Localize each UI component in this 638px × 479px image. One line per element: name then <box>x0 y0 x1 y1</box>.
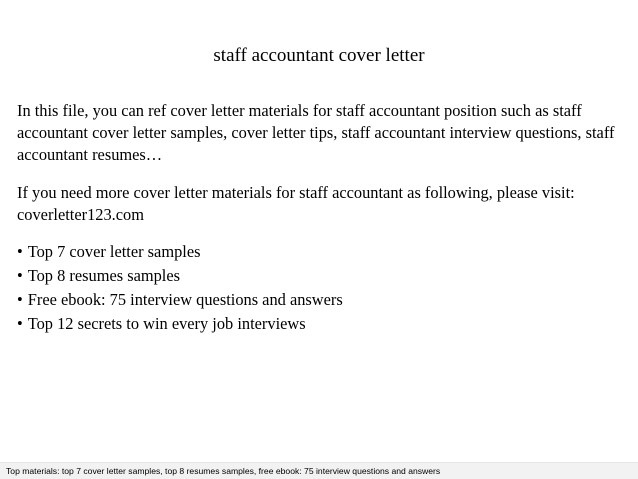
list-item-label: Top 8 resumes samples <box>27 266 181 285</box>
list-item-label: Top 12 secrets to win every job interviews <box>27 314 306 333</box>
page-title: staff accountant cover letter <box>213 45 425 66</box>
footer-text: Top materials: top 7 cover letter samples, top 8 resumes samples, free ebook: 75 interview questions and answers <box>6 466 441 476</box>
bullet-icon: • <box>17 266 23 285</box>
list-item <box>17 288 343 312</box>
footer-bar <box>0 462 638 479</box>
materials-list <box>17 240 343 336</box>
list-item-label: Top 7 cover letter samples <box>27 242 201 261</box>
intro-paragraph: In this file, you can ref cover letter materials for staff accountant position such as staff accountant cover letter samples, cover letter tips, staff accountant interview questions, staff accountant resumes… <box>17 101 615 164</box>
list-item-label: Free ebook: 75 interview questions and answers <box>27 290 343 309</box>
list-item <box>17 312 343 336</box>
bullet-icon: • <box>17 314 23 333</box>
list-item <box>17 264 343 288</box>
list-item <box>17 240 343 264</box>
bullet-icon: • <box>17 242 23 261</box>
bullet-icon: • <box>17 290 23 309</box>
more-info-paragraph: If you need more cover letter materials for staff accountant as following, please visit: coverletter123.com <box>17 183 575 224</box>
